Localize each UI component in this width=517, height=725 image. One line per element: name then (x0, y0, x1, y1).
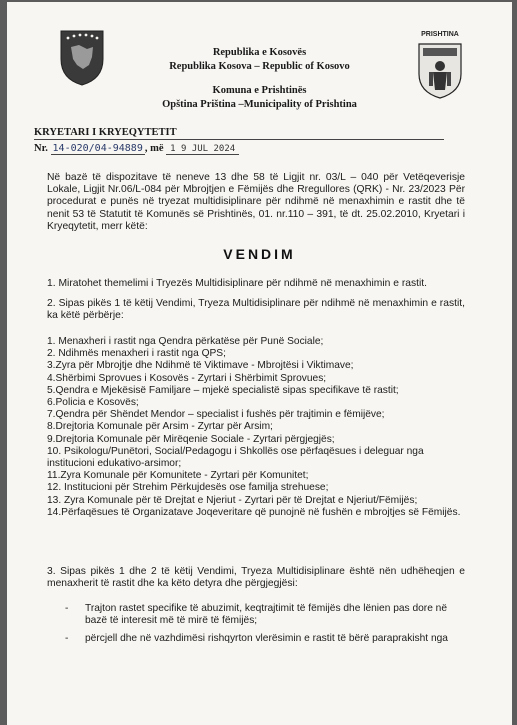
protocol-number-value: 14-020/04-94889 (52, 143, 143, 154)
list-item (65, 633, 465, 645)
document-title: VENDIM (223, 246, 296, 262)
point-1-text: Miratohet themelimi i Tryezës Multidisiplinare për ndihmë në menaxhimin e rastit. (58, 278, 428, 289)
list-item: 3.Zyra për Mbrojtje dhe Ndihmë të Viktimave - Mbrojtësi i Viktimave; (47, 360, 354, 372)
list-item: 13. Zyra Komunale për të Drejtat e Njeriut - Zyrtari për të Drejtat e Njeriut/Fëmijës; (47, 494, 418, 506)
point-1 (47, 278, 465, 290)
protocol-date-label: , më (144, 143, 164, 154)
point-1-number: 1. (47, 278, 56, 289)
list-item: 4.Shërbimi Sprovues i Kosovës - Zyrtari i Shërbimit Sprovues; (47, 372, 327, 384)
point-2 (47, 298, 465, 322)
header-municipality-albanian: Komuna e Prishtinës (212, 85, 307, 96)
office-name: KRYETARI I KRYEQYTETIT (34, 127, 177, 138)
header-country-trilingual: Republika Kosova – Republic of Kosovo (169, 61, 350, 72)
protocol-number-label: Nr. (34, 143, 48, 154)
list-item: 6.Policia e Kosovës; (47, 397, 139, 409)
point-2-text: Sipas pikës 1 të këtij Vendimi, Tryeza Multidisiplinare për ndihmë në menaxhimin e rastit, ka këtë përbërje: (47, 298, 465, 322)
list-item (65, 603, 465, 627)
bullet-dash: - (65, 633, 69, 645)
list-item: 5.Qendra e Mjekësisë Familjare – mjekë specialistë sipas specifikave të rastit; (47, 384, 399, 396)
duty-text: Trajton rastet specifike të abuzimit, keqtrajtimit të fëmijës dhe lënien pas dore në bazë të interesit më të mirë të fëmijës; (85, 603, 448, 627)
point-3-text: Sipas pikës 1 dhe 2 të këtij Vendimi, Tryeza Multidisiplinare është nën udhëheqjen e menaxherit të rastit dhe ka këto detyra dhe përgjegjësi: (47, 566, 465, 590)
list-item: 1. Menaxheri i rastit nga Qendra përkatëse për Punë Sociale; (47, 336, 324, 347)
preamble-paragraph: Në bazë të dispozitave të neneve 13 dhe 58 të Ligjit nr. 03/L – 040 për Vetëqeverisje Lokale, Ligjit Nr.06/L-084 për Mbrojtjen e Fëmijës dhe Rregullores (QRK) - Nr. 23/2023 Për procedurat e punës në tryezat multidisiplinare për ndihmë në menaxhimin e rastit dhe të nenit 53 të Statutit të Komunës së Prishtinës, 01. nr.110 – 391, të dt. 25.02.2010, Kryetari i Kryeqytetit, merr këtë: (47, 172, 465, 232)
list-item: 12. Institucioni për Strehim Përkujdesës ose familja strehuese; (47, 482, 329, 494)
office-title (34, 127, 177, 138)
kosovo-coat-of-arms-icon (59, 29, 105, 87)
prishtina-emblem-label: PRISHTINA (421, 31, 459, 38)
members-list (47, 336, 467, 519)
bullet-dash: - (65, 603, 69, 614)
list-item: 8.Drejtoria Komunale për Arsim - Zyrtar për Arsim; (47, 421, 273, 433)
point-2-number: 2. (47, 298, 56, 309)
list-item: 11.Zyra Komunale për Komunitete - Zyrtari për Komunitet; (47, 470, 309, 482)
duties-list (65, 603, 465, 652)
protocol-date-stamp: 1 9 JUL 2024 (166, 144, 239, 155)
list-item: 2. Ndihmës menaxheri i rastit nga QPS; (47, 348, 226, 360)
list-item: 14.Përfaqësues të Organizatave Joqeveritare që punojnë në fushën e mbrojtjes së Fëmijës. (47, 506, 461, 518)
list-item: 9.Drejtoria Komunale për Mirëqenie Sociale - Zyrtari përgjegjës; (47, 433, 335, 445)
list-item: 10. Psikologu/Punëtori, Social/Pedagogu i Shkollës ose përfaqësues i deleguar nga institucioni edukativo-arsimor; (47, 445, 424, 470)
point-3 (47, 566, 465, 590)
duty-text: përcjell dhe në vazhdimësi rishqyrton vlerësimin e rastit të bërë paraprakisht nga (85, 633, 448, 645)
document-page (7, 2, 512, 725)
list-item: 7.Qendra për Shëndet Mendor – specialist i fushës për trajtimin e fëmijëve; (47, 409, 385, 421)
point-3-number: 3. (47, 566, 56, 577)
protocol-number-line (34, 143, 239, 154)
office-title-underline (34, 139, 444, 140)
header-municipality-trilingual: Opština Priština –Municipality of Prishtina (162, 99, 357, 110)
header-country-albanian: Republika e Kosovës (212, 47, 307, 58)
